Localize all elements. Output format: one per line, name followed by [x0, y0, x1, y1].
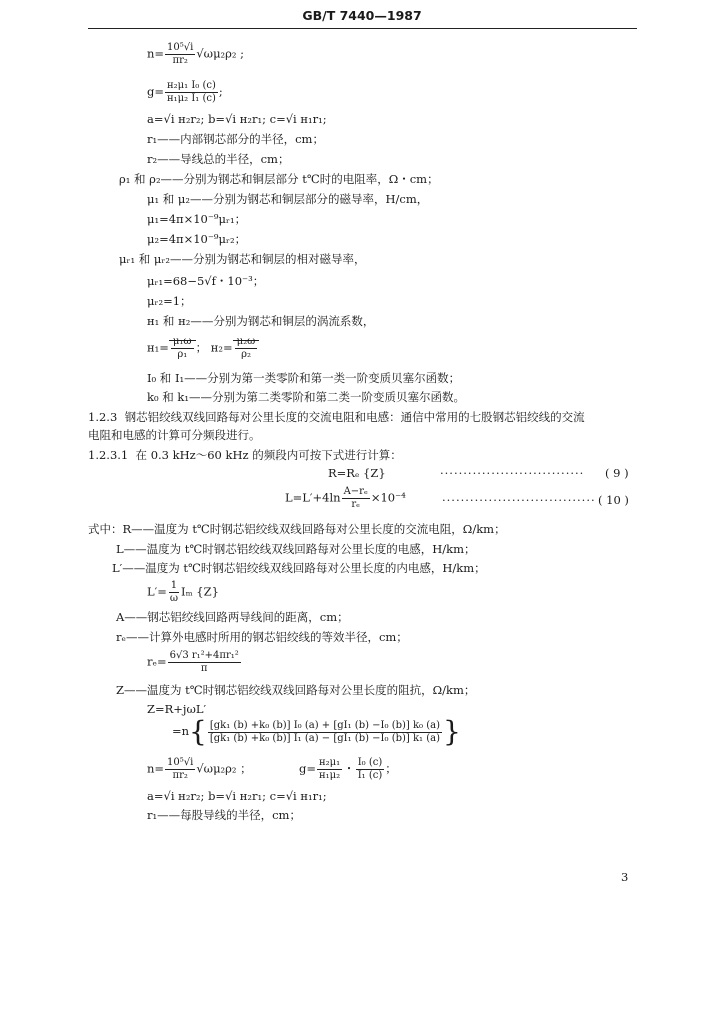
eq-fraction: $\frac{\text{[gk₁ (b) +k₀ (b)] I₀ (a) + [gI₁ (b) −I₀ (b)] k₀ (a)}}{\text{[gk₁ (b) +k₀ (b)] I₁ (a) − [gI₁ (b) −I₀ (b)] k₁ (a)}}$ — [209, 719, 440, 744]
section-number: 1.2.3 — [88, 410, 118, 424]
eq-fraction: $\frac{\text{μ₁ω}}{\text{ρ₁}}$ — [172, 336, 192, 360]
eq-fraction: $\frac{\text{10⁵√i}}{\text{πr₂}}$ — [167, 42, 194, 66]
def-mur: μᵣ₁ 和 μᵣ₂——分别为钢芯和铜层的相对磁导率， — [119, 252, 366, 266]
def-bessel-2: k₀ 和 k₁——分别为第二类零阶和第二类一阶变质贝塞尔函数。 — [147, 390, 465, 404]
equation-abc: a=√i н₂r₂; b=√i н₂r₁; c=√i н₁r₁; — [147, 112, 327, 126]
def-r1-strand: r₁——每股导线的半径，cm； — [147, 808, 301, 822]
def-rho: ρ₁ 和 ρ₂——分别为钢芯和铜层部分 t℃时的电阻率，Ω・cm； — [119, 172, 439, 186]
equation-number: ( 9 ) — [605, 466, 629, 480]
def-r1: r₁——内部钢芯部分的半径，cm； — [147, 132, 324, 146]
eq-fraction: $\frac{\text{6√3 r₁²+4πr₁²}}{\pi}$ — [169, 650, 239, 674]
standard-header: GB/T 7440—1987 — [302, 8, 422, 23]
where-L: L——温度为 t℃时钢芯铝绞线双线回路每对公里长度的电感，H/km； — [116, 542, 476, 556]
eq-fraction: $\frac{\text{I₀ (c)}}{\text{I₁ (c)}}$ — [357, 757, 383, 781]
leader-dots: ································· — [442, 493, 596, 507]
equation-Z-expansion: =n{ $\frac{\text{[gk₁ (b) +k₀ (b)] I₀ (a) + [gI₁ (b) −I₀ (b)] k₀ (a)}}{\text{[gk₁ (b) +k₀ (b)] I₁ (a) − [gI₁ (b) −I₀ (b)] k₁ (a)}}$ } — [172, 715, 461, 748]
equation-n-g: n= $\frac{\text{10⁵√i}}{\text{πr₂}}$ √ωμ₂ρ₂ ； g= $\frac{\text{н₂μ₁}}{\text{н₁μ₂}}$ ・ $\frac{\text{I₀ (c)}}{\text{I₁ (c)}}$ ； — [147, 757, 397, 781]
where-R: 式中：R——温度为 t℃时钢芯铝绞线双线回路每对公里长度的交流电阻，Ω/km； — [88, 522, 506, 536]
eq-fraction: $\frac{\text{н₂μ₁ I₀ (c)}}{\text{н₁μ₂ I₁ (c)}}$ — [167, 80, 216, 104]
def-mu: μ₁ 和 μ₂——分别为钢芯和铜层部分的磁导率，H/cm， — [147, 192, 429, 206]
leader-dots: ······························· — [440, 466, 585, 480]
header-rule — [88, 28, 637, 29]
def-re: rₑ——计算外电感时所用的钢芯铝绞线的等效半径，cm； — [116, 630, 408, 644]
section-1-2-3: 1.2.3 钢芯铝绞线双线回路每对公里长度的交流电阻和电感：通信中常用的七股钢芯铝绞线的交流 — [88, 410, 585, 424]
eq-fraction: $\frac{\text{н₂μ₁}}{\text{н₁μ₂}}$ — [319, 757, 341, 781]
def-r2: r₂——导线总的半径，cm； — [147, 152, 290, 166]
section-1-2-3-cont: 电阻和电感的计算可分频段进行。 — [88, 428, 261, 442]
eq-fraction: $\frac{1}{\omega}$ — [169, 580, 179, 604]
equation-9: R=Rₑ {Z} — [328, 466, 386, 480]
eq-fraction: $\frac{\text{A−rₑ}}{\text{rₑ}}$ — [343, 486, 368, 510]
page-number: 3 — [621, 870, 629, 884]
equation-g: g= $\frac{\text{н₂μ₁ I₀ (c)}}{\text{н₁μ₂ I₁ (c)}}$ ; — [147, 80, 223, 104]
def-eddy: н₁ 和 н₂——分别为钢芯和铜层的涡流系数， — [147, 314, 375, 328]
eq-rhs: √ωμ₂ρ₂ ; — [196, 46, 245, 61]
equation-Z: Z=R+jωL′ — [147, 702, 207, 716]
eq-lhs: n= — [147, 46, 165, 61]
def-mu1: μ₁=4π×10⁻⁹μᵣ₁； — [147, 212, 247, 226]
right-brace: } — [443, 715, 461, 748]
def-mur1: μᵣ₁=68−5√f・10⁻³； — [147, 274, 265, 288]
def-mu2: μ₂=4π×10⁻⁹μᵣ₂； — [147, 232, 247, 246]
def-bessel-1: I₀ 和 I₁——分别为第一类零阶和第一类一阶变质贝塞尔函数； — [147, 371, 461, 385]
equation-abc-2: a=√i н₂r₂; b=√i н₂r₁; c=√i н₁r₁; — [147, 789, 327, 803]
eq-fraction: $\frac{\text{10⁵√i}}{\text{πr₂}}$ — [167, 757, 194, 781]
def-Z: Z——温度为 t℃时钢芯铝绞线双线回路每对公里长度的阻抗，Ω/km； — [116, 683, 476, 697]
where-Lprime: L′——温度为 t℃时钢芯铝绞线双线回路每对公里长度的内电感，H/km； — [112, 561, 486, 575]
equation-n — [147, 42, 244, 67]
left-brace: { — [189, 715, 207, 748]
equation-Lprime: L′= $\frac{1}{\omega}$ Iₘ {Z} — [147, 580, 219, 604]
equation-re: rₑ= $\frac{\text{6√3 r₁²+4πr₁²}}{\pi}$ — [147, 650, 239, 674]
eq-fraction: $\frac{\text{μ₂ω}}{\text{ρ₂}}$ — [236, 336, 256, 360]
section-number: 1.2.3.1 — [88, 448, 129, 462]
equation-number: ( 10 ) — [598, 493, 629, 507]
def-mur2: μᵣ₂=1； — [147, 294, 192, 308]
equation-h: н₁= $\frac{\text{μ₁ω}}{\text{ρ₁}}$ ； н₂= $\frac{\text{μ₂ω}}{\text{ρ₂}}$ — [147, 336, 259, 361]
def-A: A——钢芯铝绞线回路两导线间的距离，cm； — [116, 610, 349, 624]
section-1-2-3-1: 1.2.3.1 在 0.3 kHz～60 kHz 的频段内可按下式进行计算： — [88, 448, 402, 462]
equation-10: L=L′+4ln $\frac{\text{A−rₑ}}{\text{rₑ}}$ ×10⁻⁴ — [285, 486, 406, 510]
